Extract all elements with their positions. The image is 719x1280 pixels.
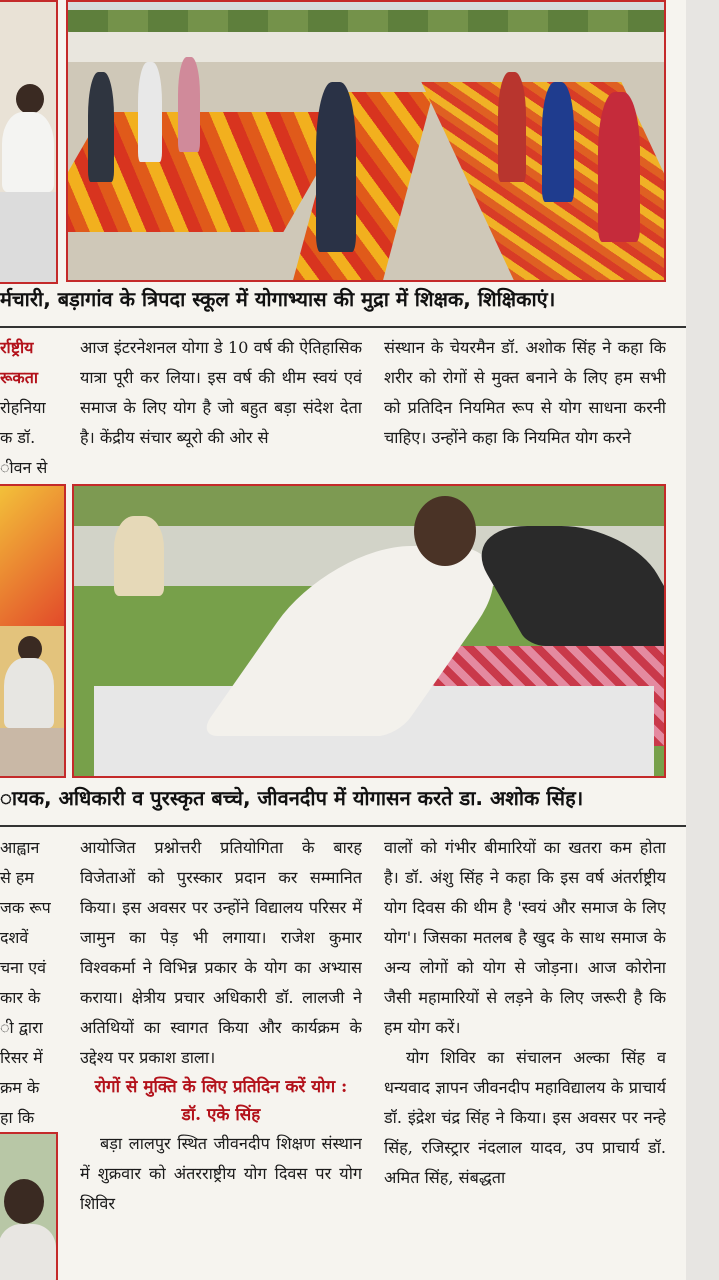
caption-top: र्मचारी, बड़ागांव के त्रिपदा स्कूल में योगाभ्यास की मुद्रा में शिक्षक, शिक्षिकाएं। [0, 287, 556, 311]
page-edge [686, 0, 719, 1280]
photo-yoga-school [66, 0, 666, 282]
subheading: रोगों से मुक्ति के लिए प्रतिदिन करें योग : डॉ. एके सिंह [94, 1077, 348, 1125]
fragment-line: दशवें [0, 928, 29, 947]
article-bottom-col2 [384, 833, 666, 1280]
photo-bottom-left [0, 1132, 58, 1280]
article-paragraph: बड़ा लालपुर स्थित जीवनदीप शिक्षण संस्थान में शुक्रवार को अंतरराष्ट्रीय योग दिवस पर योग शिविर [80, 1134, 362, 1213]
fragment-line: जक रूप [0, 898, 51, 917]
fragment-line: रोहनिया [0, 398, 46, 417]
fragment-line: से हम [0, 868, 34, 887]
article-paragraph: आयोजित प्रश्नोत्तरी प्रतियोगिता के बारह विजेताओं को पुरस्कार प्रदान कर सम्मानित किया। इस अवसर पर उन्होंने विद्यालय परिसर में जामुन का पेड़ भी लगाया। राजेश कुमार विश्वकर्मा ने विभिन्न प्रकार के योग का अभ्यास कराया। क्षेत्रीय प्रचार अधिकारी डॉ. लालजी ने अतिथियों का स्वागत किया और कार्यक्रम के उद्देश्य पर प्रकाश डाला। [80, 838, 362, 1067]
article-paragraph: संस्थान के चेयरमैन डॉ. अशोक सिंह ने कहा कि शरीर को रोगों से मुक्त बनाने के लिए हम सभी को प्रतिदिन नियमित रूप से योग साधना करनी चाहिए। उन्होंने कहा कि नियमित योग करने [384, 338, 666, 447]
article-top-col1 [80, 333, 362, 483]
fragment-line: क्रम के [0, 1078, 40, 1097]
fragment-line: हा कि [0, 1108, 35, 1127]
divider [0, 825, 686, 827]
fragment-line: चना एवं [0, 958, 47, 977]
article-paragraph: आज इंटरनेशनल योगा डे 10 वर्ष की ऐतिहासिक यात्रा पूरी कर लिया। इस वर्ष की थीम स्वयं एवं समाज के लिए योग है जो बहुत बड़ा संदेश देता है। केंद्रीय संचार ब्यूरो की ओर से [80, 338, 362, 447]
article-top-col2 [384, 333, 666, 483]
photo-middle-left [0, 484, 66, 778]
fragment-line: कार के [0, 988, 41, 1007]
fragment-line: आह्वान [0, 838, 40, 857]
article-paragraph: वालों को गंभीर बीमारियों का खतरा कम होता है। डॉ. अंशु सिंह ने कहा कि इस वर्ष अंतर्राष्ट्रीय योग दिवस की थीम है 'स्वयं और समाज के लिए योग'। जिसका मतलब है खुद के साथ समाज के अन्य लोगों को योग से जोड़ना। आज कोरोना जैसी महामारियों से लड़ने के लिए जरूरी है कि हम योग करें। [384, 838, 666, 1037]
article-bottom-col1 [80, 833, 362, 1280]
photo-top-left [0, 0, 58, 284]
fragment-line: क डॉ. [0, 428, 36, 447]
caption-middle: ायक, अधिकारी व पुरस्कृत बच्चे, जीवनदीप में योगासन करते डा. अशोक सिंह। [0, 786, 584, 810]
divider [0, 326, 686, 328]
fragment-line: रिसर में [0, 1048, 43, 1067]
article-paragraph: योग शिविर का संचालन अल्का सिंह व धन्यवाद ज्ञापन जीवनदीप महाविद्यालय के प्राचार्य डॉ. इंद्रेश चंद्र सिंह ने किया। इस अवसर पर नन्हे सिंह, रजिस्ट्रार नंदलाल यादव, उप प्राचार्य डॉ. अमित सिंह, संबद्धता [384, 1048, 666, 1187]
fragment-line: ी द्वारा [0, 1018, 43, 1037]
fragment-line: ीवन से [0, 458, 48, 477]
photo-yoga-jeevandeep [72, 484, 666, 778]
fragment-line: रूकता [0, 368, 38, 387]
fragment-line: र्राष्ट्रीय [0, 338, 34, 357]
